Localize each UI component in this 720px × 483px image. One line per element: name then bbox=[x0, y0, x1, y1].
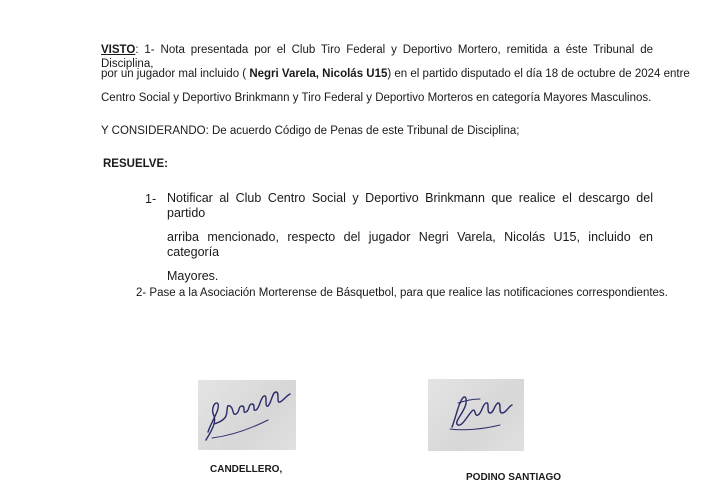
visto-line-2-post: ) en el partido disputado el día 18 de octubre de 2024 entre bbox=[387, 68, 690, 80]
visto-label: VISTO bbox=[101, 44, 136, 56]
signature-right-scribble bbox=[428, 379, 524, 451]
signature-left bbox=[198, 380, 296, 450]
signatory-left-name: CANDELLERO, bbox=[210, 464, 283, 475]
considerando-paragraph: Y CONSIDERANDO: De acuerdo Código de Penas de este Tribunal de Disciplina; bbox=[101, 125, 520, 137]
item-1-number: 1- bbox=[145, 192, 157, 206]
visto-line-1-text: : 1- Nota presentada por el Club Tiro Federal y Deportivo Mortero, remitida a éste Tribunal de Disciplina, bbox=[101, 44, 653, 70]
resuelve-heading: RESUELVE: bbox=[103, 158, 168, 170]
item-1-line-1: Notificar al Club Centro Social y Deportivo Brinkmann que realice el descargo del partido bbox=[167, 191, 653, 220]
visto-line-3: Centro Social y Deportivo Brinkmann y Tiro Federal y Deportivo Morteros en categoría Mayores Masculinos. bbox=[101, 92, 652, 104]
item-1-line-2: arriba mencionado, respecto del jugador Negri Varela, Nicolás U15, incluido en categoría bbox=[167, 230, 653, 259]
item-1-text bbox=[167, 191, 653, 284]
item-1-line-3: Mayores. bbox=[167, 269, 219, 283]
item-2-text: 2- Pase a la Asociación Morterense de Básquetbol, para que realice las notificaciones correspondientes. bbox=[136, 287, 668, 299]
signatory-right-name: PODINO SANTIAGO bbox=[466, 472, 562, 483]
signature-left-scribble bbox=[198, 380, 296, 450]
visto-line-2-pre: por un jugador mal incluido ( bbox=[101, 68, 250, 80]
signature-right bbox=[428, 379, 524, 451]
player-name-bold: Negri Varela, Nicolás U15 bbox=[249, 68, 388, 80]
visto-line-2 bbox=[101, 67, 690, 81]
